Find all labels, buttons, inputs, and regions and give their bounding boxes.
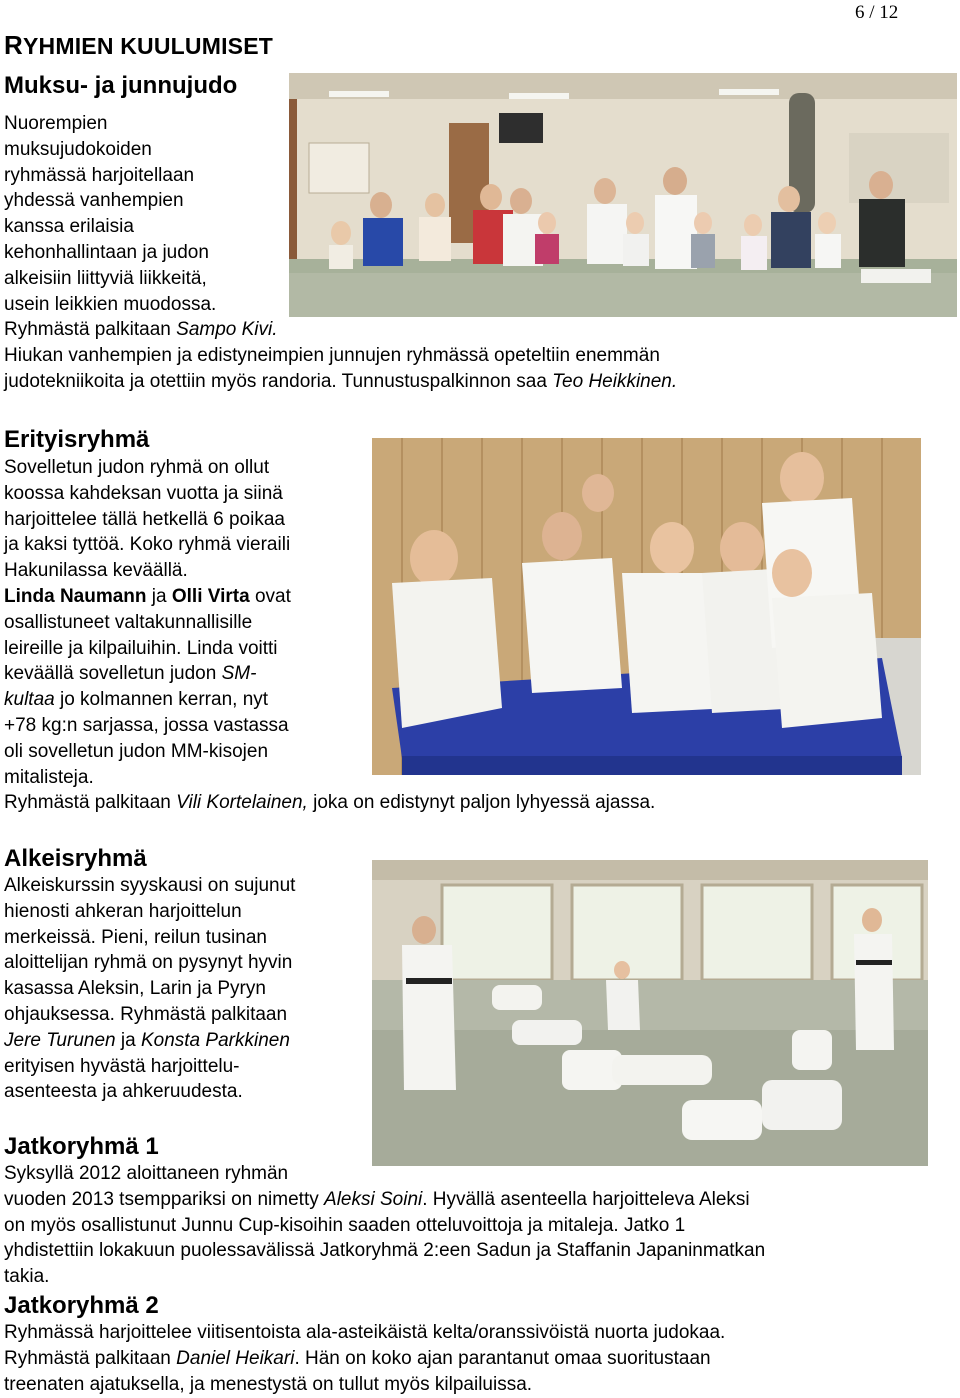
awardee-name: Daniel Heikari (176, 1347, 295, 1369)
text-line: Hiukan vanhempien ja edistyneimpien junnujen ryhmässä opeteltiin enemmän (4, 345, 660, 367)
jatko1-paragraph (4, 1161, 954, 1290)
text-line: Linda Naumann ja Olli Virta ovat (4, 585, 291, 607)
text-line: aloittelijan ryhmä on pysynyt hyvin (4, 952, 293, 974)
erityis-award-line: Ryhmästä palkitaan Vili Kortelainen, joka on edistynyt paljon lyhyessä ajassa. (4, 792, 656, 813)
alkeis-training-photo (372, 860, 928, 1166)
text-line: hienosti ahkeran harjoittelun (4, 900, 242, 922)
text-line: kehonhallintaan ja judon (4, 241, 209, 263)
awardee-name: Jere Turunen (4, 1029, 116, 1051)
awardee-name: Konsta Parkkinen (140, 1029, 290, 1051)
text-line: +78 kg:n sarjassa, jossa vastassa (4, 714, 289, 736)
text-line: muksujudokoiden (4, 138, 152, 160)
text-line: ohjauksessa. Ryhmästä palkitaan (4, 1003, 288, 1025)
muksu-group-photo (289, 73, 957, 317)
text-line: mitalisteja. (4, 766, 94, 788)
text-line: alkeisiin liittyviä liikkeitä, (4, 267, 207, 289)
awardee-name: Sampo Kivi. (176, 319, 278, 341)
group-photo-illustration (372, 438, 921, 775)
text-line: Jere Turunen ja Konsta Parkkinen (4, 1029, 290, 1051)
text-line: Alkeiskurssin syyskausi on sujunut (4, 875, 296, 896)
section-heading-jatko1: Jatkoryhmä 1 (4, 1133, 159, 1160)
erityis-paragraph (4, 455, 384, 790)
text-line: asenteesta ja ahkeruudesta. (4, 1081, 243, 1103)
page-title (4, 30, 273, 61)
text-line: merkeissä. Pieni, reilun tusinan (4, 926, 267, 948)
text-line: Syksyllä 2012 aloittaneen ryhmän (4, 1163, 289, 1184)
awardee-name: Aleksi Soini (324, 1188, 423, 1210)
text-line: Sovelletun judon ryhmä on ollut (4, 457, 270, 478)
text-line: ryhmässä harjoitellaan (4, 164, 195, 186)
text-line: Hakunilassa keväällä. (4, 560, 188, 582)
text-line: treenaten ajatuksella, ja menestystä on tullut myös kilpailuissa. (4, 1373, 533, 1395)
person-name: Linda Naumann (4, 585, 147, 607)
text-line: yhdessä vanhempien (4, 190, 184, 212)
text-line: kanssa erilaisia (4, 216, 134, 238)
awardee-name: Vili Kortelainen, (176, 792, 308, 813)
text-line: Ryhmässä harjoittelee viitisentoista ala-asteikäistä kelta/oranssivöistä nuorta judokaa. (4, 1322, 726, 1343)
text-line: Ryhmästä palkitaan Daniel Heikari. Hän on koko ajan parantanut omaa suoritustaan (4, 1347, 711, 1369)
jatko2-paragraph (4, 1320, 954, 1397)
erityis-group-photo (372, 438, 921, 775)
text-line: kasassa Aleksin, Larin ja Pyryn (4, 978, 266, 1000)
awardee-name: Teo Heikkinen. (552, 370, 678, 392)
text-line: osallistuneet valtakunnallisille (4, 611, 253, 633)
person-name: Olli Virta (171, 585, 250, 607)
text-line: on myös osallistunut Junnu Cup-kisoihin saaden otteluvoittoja ja mitaleja. Jatko 1 (4, 1214, 686, 1236)
group-photo-illustration (289, 73, 957, 317)
text-line: leireille ja kilpailuihin. Linda voitti (4, 637, 278, 659)
text-line: ja kaksi tyttöä. Koko ryhmä vieraili (4, 534, 291, 556)
alkeis-paragraph (4, 873, 369, 1105)
text-line: keväällä sovelletun judon SM- (4, 663, 257, 685)
text-line: erityisen hyvästä harjoittelu- (4, 1055, 240, 1077)
section-heading-erityis: Erityisryhmä (4, 426, 150, 453)
page-number: 6 / 12 (855, 2, 899, 23)
text-line: Nuorempien (4, 113, 108, 134)
text-line: judotekniikoita ja otettiin myös randoria. Tunnustuspalkinnon saa Teo Heikkinen. (4, 370, 678, 392)
text-line: koossa kahdeksan vuotta ja siinä (4, 482, 283, 504)
section-heading-muksu: Muksu- ja junnujudo (4, 72, 238, 99)
training-photo-illustration (372, 860, 928, 1166)
text-line: vuoden 2013 tsemppariksi on nimetty Aleksi Soini. Hyvällä asenteella harjoitteleva Aleksi (4, 1188, 750, 1210)
muksu-paragraph (4, 111, 678, 395)
text-line: oli sovelletun judon MM-kisojen (4, 740, 269, 762)
text-line: yhdistettiin lokakuun puolessavälissä Jatkoryhmä 2:een Sadun ja Staffanin Japaninmatkan (4, 1240, 766, 1262)
text-line: kultaa jo kolmannen kerran, nyt (4, 689, 269, 711)
text-line: harjoittelee tällä hetkellä 6 poikaa (4, 508, 285, 530)
page-title-rest: YHMIEN KUULUMISET (22, 33, 273, 59)
text-line: takia. (4, 1266, 50, 1288)
page-title-initial: R (4, 30, 23, 60)
text-line: usein leikkien muodossa. (4, 293, 217, 315)
section-heading-jatko2: Jatkoryhmä 2 (4, 1292, 159, 1319)
section-heading-alkeis: Alkeisryhmä (4, 845, 147, 872)
award-line: Ryhmästä palkitaan Sampo Kivi. (4, 319, 278, 341)
